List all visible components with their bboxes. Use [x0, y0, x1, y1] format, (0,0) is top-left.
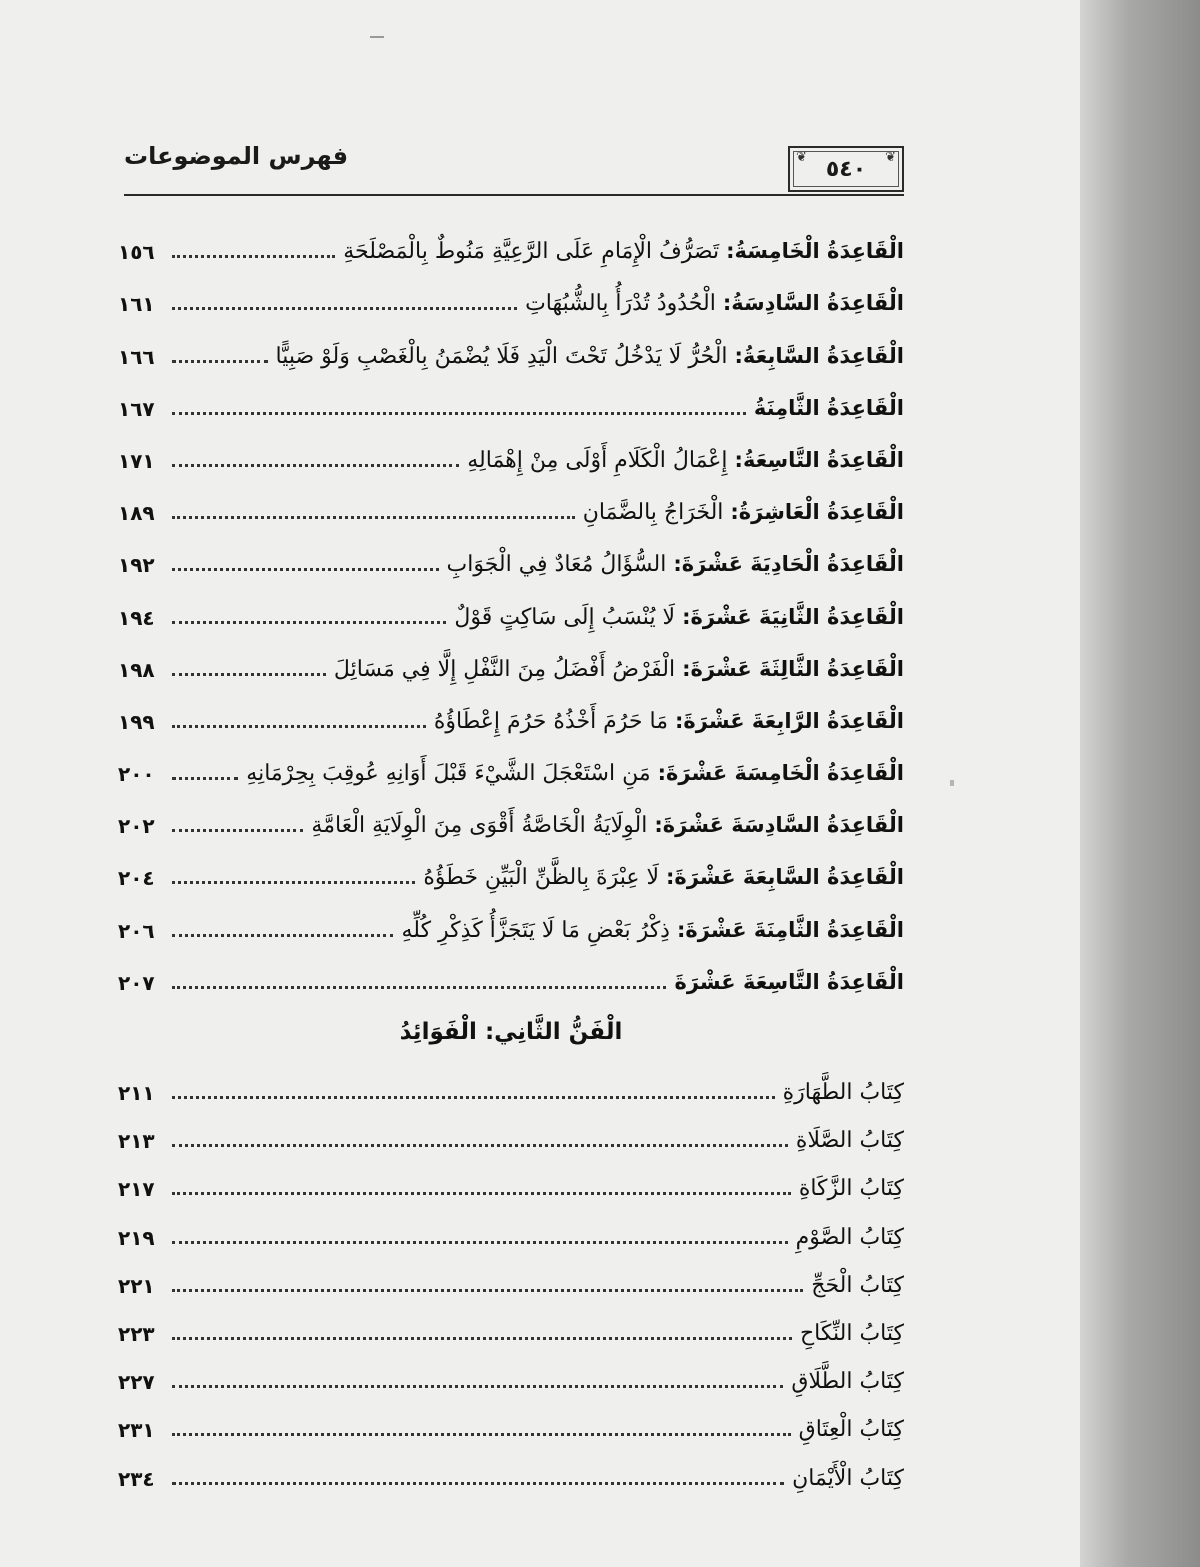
toc-entry[interactable] [118, 896, 904, 948]
rule-label: الْقَاعِدَةُ الْحَادِيَةَ عَشْرَةَ: [673, 552, 904, 577]
page-ref: ٢١٣ [118, 1129, 155, 1154]
toc-entry[interactable] [118, 218, 904, 270]
dot-leader [172, 881, 415, 884]
dot-leader [172, 1241, 788, 1244]
page-ref: ١٨٩ [118, 501, 155, 526]
rule-text: لَا عِبْرَةَ بِالظَّنِّ الْبَيِّنِ خَطَؤُهُ [423, 865, 660, 891]
toc-entry[interactable] [118, 688, 904, 740]
page-ref: ٢١٩ [118, 1225, 155, 1250]
rule-label: الْقَاعِدَةُ الْخَامِسَةُ: [726, 239, 904, 264]
toc-entry[interactable] [118, 949, 904, 1001]
page-ref: ١٧١ [118, 448, 155, 473]
dot-leader [172, 516, 575, 519]
dot-leader [172, 1482, 784, 1485]
book-title: كِتَابُ الْحَجِّ [811, 1272, 904, 1298]
page-number: ٥٤٠ [825, 156, 867, 182]
dot-leader [172, 621, 446, 624]
toc-entry[interactable] [118, 1063, 904, 1111]
page-ref: ١٩٢ [118, 553, 155, 578]
page-ref: ٢٣٤ [118, 1466, 155, 1491]
rule-label: الْقَاعِدَةُ الثَّامِنَةَ عَشْرَةَ: [676, 917, 904, 942]
rule-text: إِعْمَالُ الْكَلَامِ أَوْلَى مِنْ إِهْمَالِهِ [467, 447, 728, 473]
toc-entry[interactable] [118, 1448, 904, 1496]
dot-leader [172, 1433, 791, 1436]
rule-label: الْقَاعِدَةُ الثَّانِيَةَ عَشْرَةَ: [682, 604, 904, 629]
page-ref: ٢٠٢ [118, 814, 155, 839]
page-ref: ٢٢١ [118, 1273, 155, 1298]
dot-leader [172, 568, 439, 571]
header-title: فهرس الموضوعات [124, 142, 349, 170]
page-ref: ١٥٦ [118, 240, 155, 265]
ornament-icon: ❦ [796, 150, 807, 165]
dot-leader [172, 1096, 775, 1099]
page-ref: ٢١٧ [118, 1177, 155, 1202]
dot-leader [172, 986, 666, 989]
page-number-frame [788, 146, 904, 192]
scan-speck [950, 780, 954, 786]
toc-entry[interactable] [118, 270, 904, 322]
ornament-icon: ❦ [885, 150, 896, 165]
rule-label: الْقَاعِدَةُ السَّابِعَةُ: [734, 343, 904, 368]
dot-leader [172, 307, 517, 310]
page-ref: ٢١١ [118, 1081, 155, 1105]
rule-label: الْقَاعِدَةُ السَّادِسَةَ عَشْرَةَ: [654, 813, 904, 838]
rule-label: الْقَاعِدَةُ الرَّابِعَةَ عَشْرَةَ: [675, 708, 904, 733]
rule-text: الْوِلَايَةُ الْخَاصَّةُ أَقْوَى مِنَ الْوِلَايَةِ الْعَامَّةِ [311, 813, 648, 839]
toc-entry[interactable] [118, 636, 904, 688]
book-title: كِتَابُ الطَّلَاقِ [791, 1369, 904, 1395]
toc-entry[interactable] [118, 1304, 904, 1352]
dot-leader [172, 255, 335, 258]
rules-list [118, 218, 904, 1001]
rule-label: الْقَاعِدَةُ الثَّالِثَةَ عَشْرَةَ: [682, 656, 904, 681]
toc-entry[interactable] [118, 375, 904, 427]
rule-text: الْفَرْضُ أَفْضَلُ مِنَ النَّفْلِ إِلَّا فِي مَسَائِلَ [333, 656, 676, 682]
page-ref: ٢٣١ [118, 1418, 155, 1443]
toc-entry[interactable] [118, 740, 904, 792]
toc-entry[interactable] [118, 1207, 904, 1255]
book-title: كِتَابُ الصَّلَاةِ [795, 1128, 904, 1154]
book-gutter-shadow [1080, 0, 1200, 1567]
rule-text: مَا حَرُمَ أَخْذُهُ حَرُمَ إِعْطَاؤُهُ [433, 708, 669, 734]
page-ref: ١٩٩ [118, 709, 155, 734]
toc-entry[interactable] [118, 792, 904, 844]
scan-speck [370, 36, 384, 38]
toc-entry[interactable] [118, 1159, 904, 1207]
book-title: كِتَابُ الْأَيْمَانِ [792, 1465, 904, 1491]
page-ref: ٢٠٠ [118, 762, 155, 787]
dot-leader [172, 1385, 783, 1388]
rule-text: ذِكْرُ بَعْضِ مَا لَا يَتَجَزَّأُ كَذِكْرِ كُلِّهِ [401, 917, 670, 943]
rule-label: الْقَاعِدَةُ الثَّامِنَةُ [753, 395, 904, 420]
page-ref: ٢٠٧ [118, 970, 155, 995]
toc-entry[interactable] [118, 427, 904, 479]
rule-text: لَا يُنْسَبُ إِلَى سَاكِتٍ قَوْلٌ [454, 604, 676, 630]
dot-leader [172, 1289, 803, 1292]
page-ref: ١٩٨ [118, 657, 155, 682]
rule-label: الْقَاعِدَةُ الْخَامِسَةَ عَشْرَةَ: [657, 761, 904, 786]
toc-entry[interactable] [118, 583, 904, 635]
toc-entry[interactable] [118, 479, 904, 531]
page-ref: ٢٠٤ [118, 866, 155, 891]
dot-leader [172, 1144, 788, 1147]
rule-text: السُّؤَالُ مُعَادٌ فِي الْجَوَابِ [446, 552, 667, 578]
books-list [118, 1063, 904, 1497]
dot-leader [172, 464, 459, 467]
rule-text: الْحُدُودُ تُدْرَأُ بِالشُّبُهَاتِ [525, 291, 716, 317]
rule-text: مَنِ اسْتَعْجَلَ الشَّيْءَ قَبْلَ أَوَانِهِ عُوقِبَ بِحِرْمَانِهِ [246, 761, 651, 787]
rule-text: الْحُرُّ لَا يَدْخُلُ تَحْتَ الْيَدِ فَلَا يُضْمَنُ بِالْغَصْبِ وَلَوْ صَبِيًّا [275, 343, 728, 369]
dot-leader [172, 360, 268, 363]
page-ref: ٢٠٦ [118, 918, 155, 943]
dot-leader [172, 829, 303, 832]
dot-leader [172, 1337, 792, 1340]
rule-text: تَصَرُّفُ الْإِمَامِ عَلَى الرَّعِيَّةِ مَنُوطٌ بِالْمَصْلَحَةِ [343, 239, 720, 265]
toc-entry[interactable] [118, 1256, 904, 1304]
dot-leader [172, 934, 393, 937]
page-ref: ٢٢٣ [118, 1321, 155, 1346]
header-rule [124, 194, 904, 196]
rule-text: الْخَرَاجُ بِالضَّمَانِ [582, 500, 724, 526]
dot-leader [172, 1192, 791, 1195]
table-of-contents [118, 218, 904, 1497]
rule-label: الْقَاعِدَةُ التَّاسِعَةُ: [734, 447, 904, 472]
page-ref: ١٦٧ [118, 396, 155, 421]
rule-label: الْقَاعِدَةُ الْعَاشِرَةُ: [730, 500, 904, 525]
dot-leader [172, 777, 238, 780]
dot-leader [172, 725, 426, 728]
book-title: كِتَابُ الْعِتَاقِ [798, 1417, 904, 1443]
section-heading: الْفَنُّ الثَّانِي: الْفَوَائِدُ [399, 1018, 623, 1045]
page-ref: ٢٢٧ [118, 1370, 155, 1395]
toc-entry[interactable] [118, 1111, 904, 1159]
dot-leader [172, 673, 326, 676]
rule-label: الْقَاعِدَةُ السَّادِسَةُ: [722, 291, 904, 316]
rule-label: الْقَاعِدَةُ السَّابِعَةَ عَشْرَةَ: [666, 865, 904, 890]
book-title: كِتَابُ الصَّوْمِ [795, 1224, 904, 1250]
toc-entry[interactable] [118, 1400, 904, 1448]
dot-leader [172, 412, 746, 415]
toc-entry[interactable] [118, 1352, 904, 1400]
book-title: كِتَابُ النِّكَاحِ [799, 1320, 904, 1346]
toc-entry[interactable] [118, 531, 904, 583]
rule-label: الْقَاعِدَةُ التَّاسِعَةَ عَشْرَةَ [674, 969, 904, 994]
toc-entry[interactable] [118, 844, 904, 896]
running-header [124, 134, 904, 204]
toc-entry[interactable] [118, 322, 904, 374]
page-ref: ١٦٦ [118, 344, 155, 369]
book-title: كِتَابُ الطَّهَارَةِ [782, 1080, 904, 1105]
page-ref: ١٩٤ [118, 605, 155, 630]
page-ref: ١٦١ [118, 292, 155, 317]
book-title: كِتَابُ الزَّكَاةِ [798, 1176, 904, 1202]
